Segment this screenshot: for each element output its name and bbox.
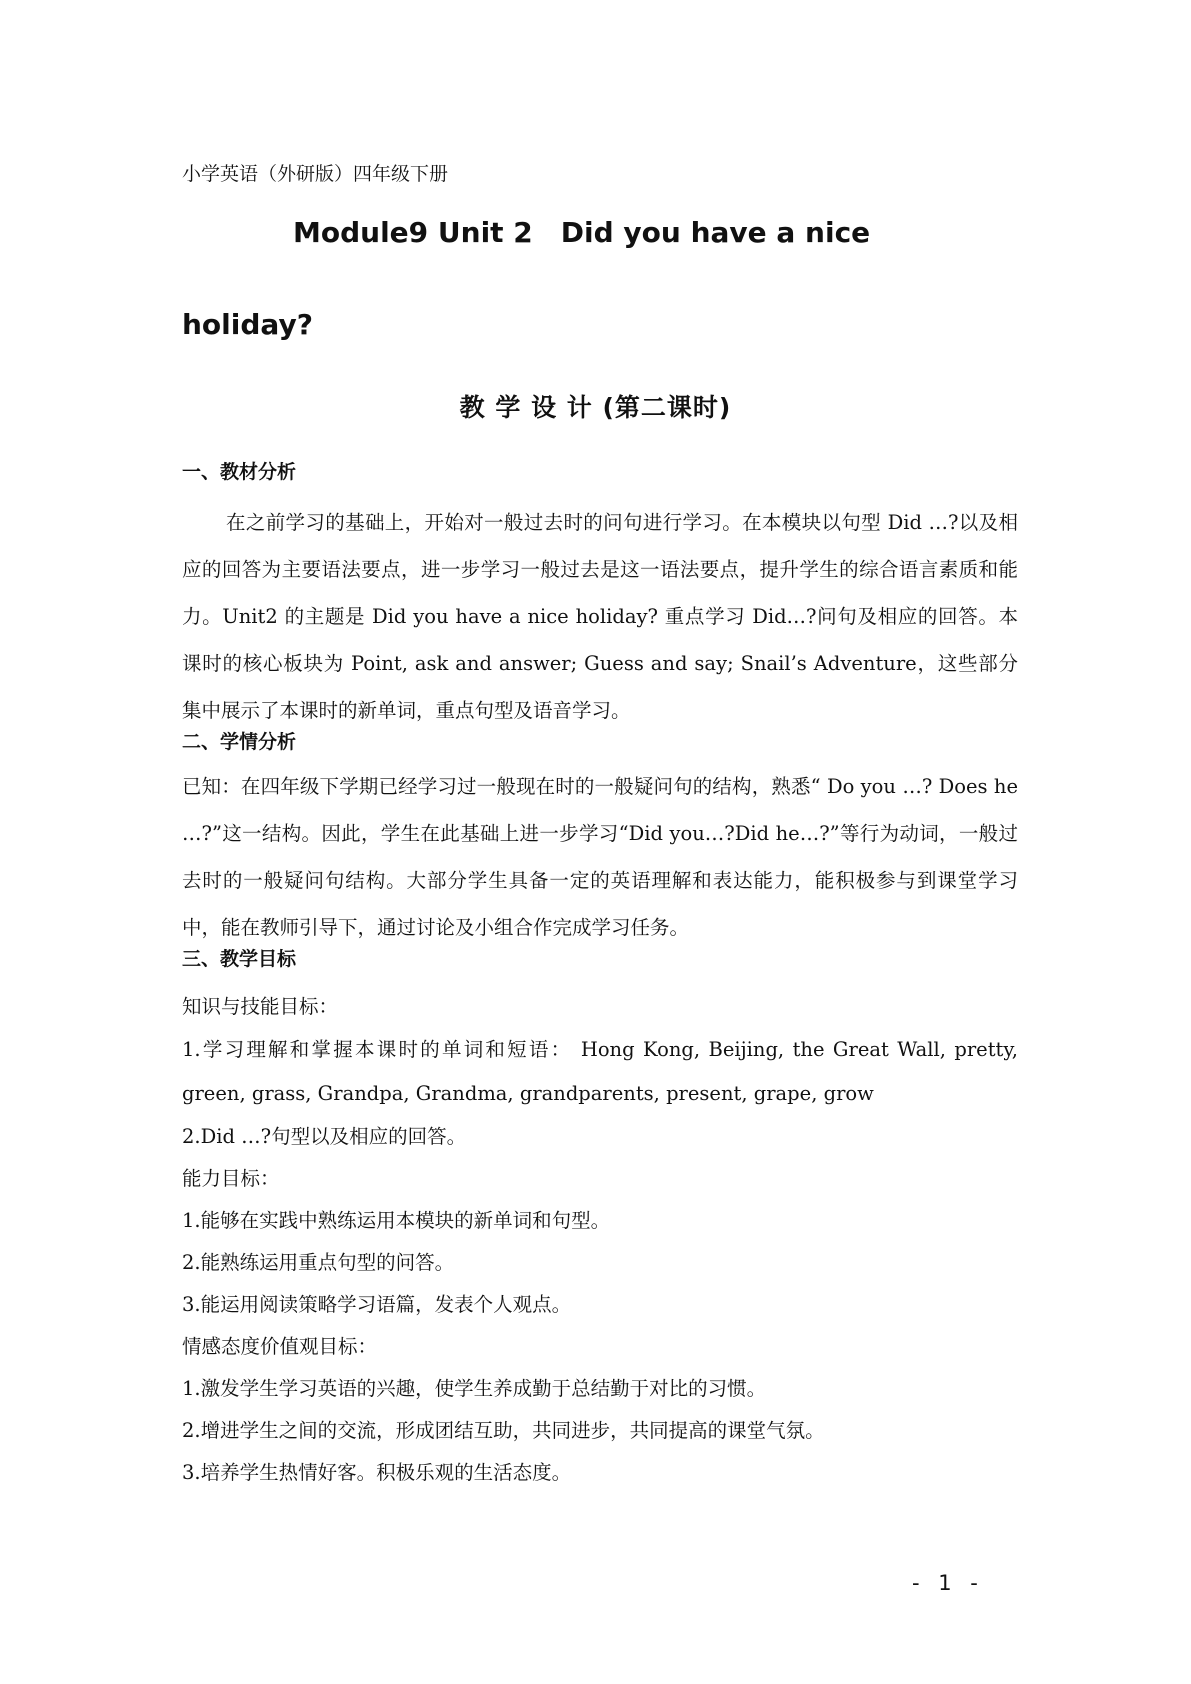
emotion-goal-2: 2.增进学生之间的交流，形成团结互助，共同进步，共同提高的课堂气氛。 xyxy=(182,1419,825,1442)
emotion-goal-1: 1.激发学生学习英语的兴趣，使学生养成勤于总结勤于对比的习惯。 xyxy=(182,1377,767,1400)
ability-goal-3: 3.能运用阅读策略学习语篇，发表个人观点。 xyxy=(182,1293,572,1316)
page-number: - 1 - xyxy=(912,1571,984,1595)
section-heading-textbook-analysis: 一、教材分析 xyxy=(182,461,297,483)
series-header: 小学英语（外研版）四年级下册 xyxy=(182,163,449,185)
knowledge-goals-label: 知识与技能目标： xyxy=(182,995,339,1018)
ability-goal-1: 1.能够在实践中熟练运用本模块的新单词和句型。 xyxy=(182,1209,611,1232)
emotion-goal-3: 3.培养学生热情好客。积极乐观的生活态度。 xyxy=(182,1461,572,1484)
section-heading-student-analysis: 二、学情分析 xyxy=(182,731,297,753)
document-subtitle: 教 学 设 计 (第二课时) xyxy=(459,393,732,422)
emotion-goals-label: 情感态度价值观目标： xyxy=(182,1335,378,1358)
lesson-title-line-1: Module9 Unit 2 Did you have a nice xyxy=(293,216,871,249)
knowledge-goal-1: 1.学习理解和掌握本课时的单词和短语： Hong Kong, Beijing, the Great Wall, pretty, green, grass, Grandpa, Grandma, grandparents, present, grape, grow xyxy=(182,1038,1018,1105)
knowledge-goal-2: 2.Did …?句型以及相应的回答。 xyxy=(182,1125,467,1148)
ability-goals-label: 能力目标： xyxy=(182,1167,280,1190)
textbook-analysis-paragraph: 在之前学习的基础上，开始对一般过去时的问句进行学习。在本模块以句型 Did …?以及相应的回答为主要语法要点，进一步学习一般过去是这一语法要点，提升学生的综合语言素质和能力。Unit2 的主题是 Did you have a nice holiday? 重点学习 Did…?问句及相应的回答。本课时的核心板块为 Point, ask and answer; Guess and say; Snail’s Adventure，这些部分集中展示了本课时的新单词，重点句型及语音学习。 xyxy=(182,511,1018,722)
ability-goal-2: 2.能熟练运用重点句型的问答。 xyxy=(182,1251,455,1274)
section-heading-teaching-goals: 三、教学目标 xyxy=(182,948,297,970)
lesson-title-line-2: holiday? xyxy=(182,308,313,341)
document-body xyxy=(182,458,1018,1494)
student-analysis-paragraph: 已知：在四年级下学期已经学习过一般现在时的一般疑问句的结构，熟悉“ Do you …? Does he …?”这一结构。因此，学生在此基础上进一步学习“Did you…?Did he…?”等行为动词，一般过去时的一般疑问句结构。大部分学生具备一定的英语理解和表达能力，能积极参与到课堂学习中，能在教师引导下，通过讨论及小组合作完成学习任务。 xyxy=(182,775,1018,939)
